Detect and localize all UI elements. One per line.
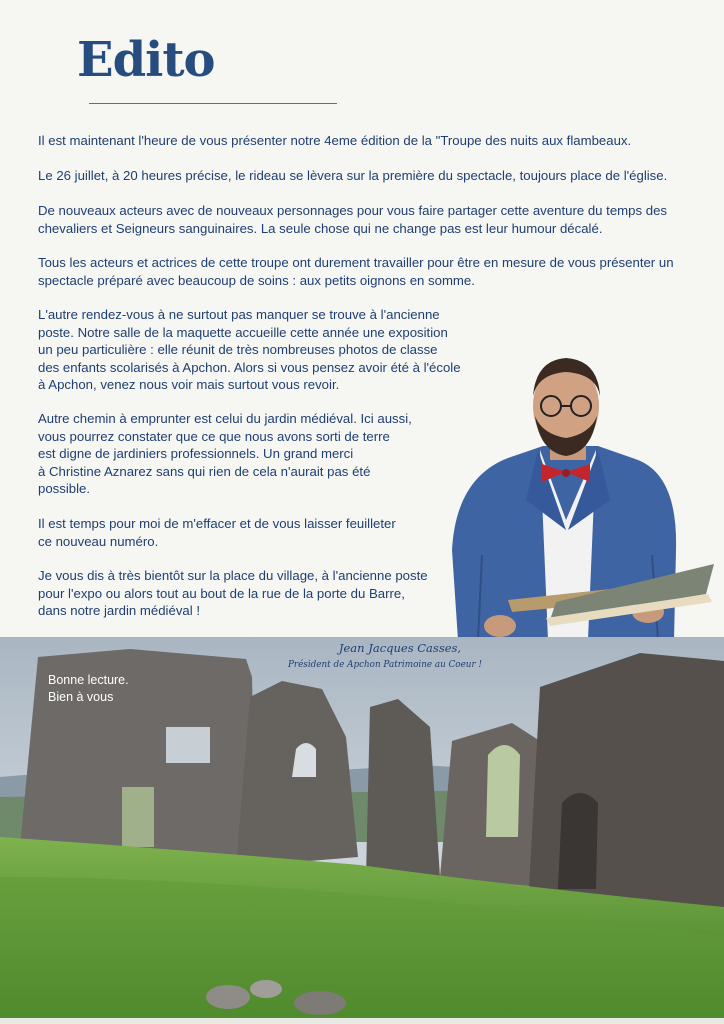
signature-name: Jean Jacques Casses, <box>338 641 462 655</box>
closing-line-1: Bonne lecture. <box>48 673 129 687</box>
page-title: Edito <box>77 32 215 88</box>
signature-role: Président de Apchon Patrimoine au Coeur ! <box>287 660 483 670</box>
paragraph-intro: Il est maintenant l'heure de vous présenter notre 4eme édition de la "Troupe des nuits aux flambeaux. <box>38 133 632 148</box>
paragraph-exhibition: L'autre rendez-vous à ne surtout pas manquer se trouve à l'ancienne poste. Notre salle de la maquette accueille cette année une exposition un peu particulière : elle réunit de très nombreuses photos de classe des enfants scolarisés à Apchon. Alors si vous pensez avoir été à l'école à Apchon, venez nous voir mais surtout vous revoir. <box>38 307 461 392</box>
paragraph-date: Le 26 juillet, à 20 heures précise, le rideau se lèvera sur la première du spectacle, toujours place de l'église. <box>38 168 668 183</box>
paragraph-troupe: Tous les acteurs et actrices de cette troupe ont durement travailler pour être en mesure de vous présenter un spectacle préparé avec beaucoup de soins : aux petits oignons en somme. <box>38 255 674 288</box>
paragraph-actors: De nouveaux acteurs avec de nouveaux personnages pour vous faire partager cette aventure du temps des chevaliers et Seigneurs sanguinaires. La seule chose qui ne change pas est leur humour décalé. <box>38 203 668 236</box>
paragraph-see-you: Je vous dis à très bientôt sur la place du village, à l'ancienne poste pour l'expo ou alors tout au bout de la rue de la porte du Barre, dans notre jardin médiéval ! <box>38 568 428 618</box>
paragraph-farewell: Il est temps pour moi de m'effacer et de vous laisser feuilleter ce nouveau numéro. <box>38 516 396 549</box>
closing-greeting <box>48 672 129 706</box>
paragraph-garden: Autre chemin à emprunter est celui du jardin médiéval. Ici aussi, vous pourrez constater que ce que nous avons sorti de terre est digne de jardiniers professionnels. Un grand merci à Christine Aznarez sans qui rien de cela n'aurait pas été possible. <box>38 411 412 496</box>
bottom-border <box>0 1018 724 1024</box>
closing-line-2: Bien à vous <box>48 690 114 704</box>
president-portrait <box>438 350 724 640</box>
title-underline <box>89 103 337 104</box>
